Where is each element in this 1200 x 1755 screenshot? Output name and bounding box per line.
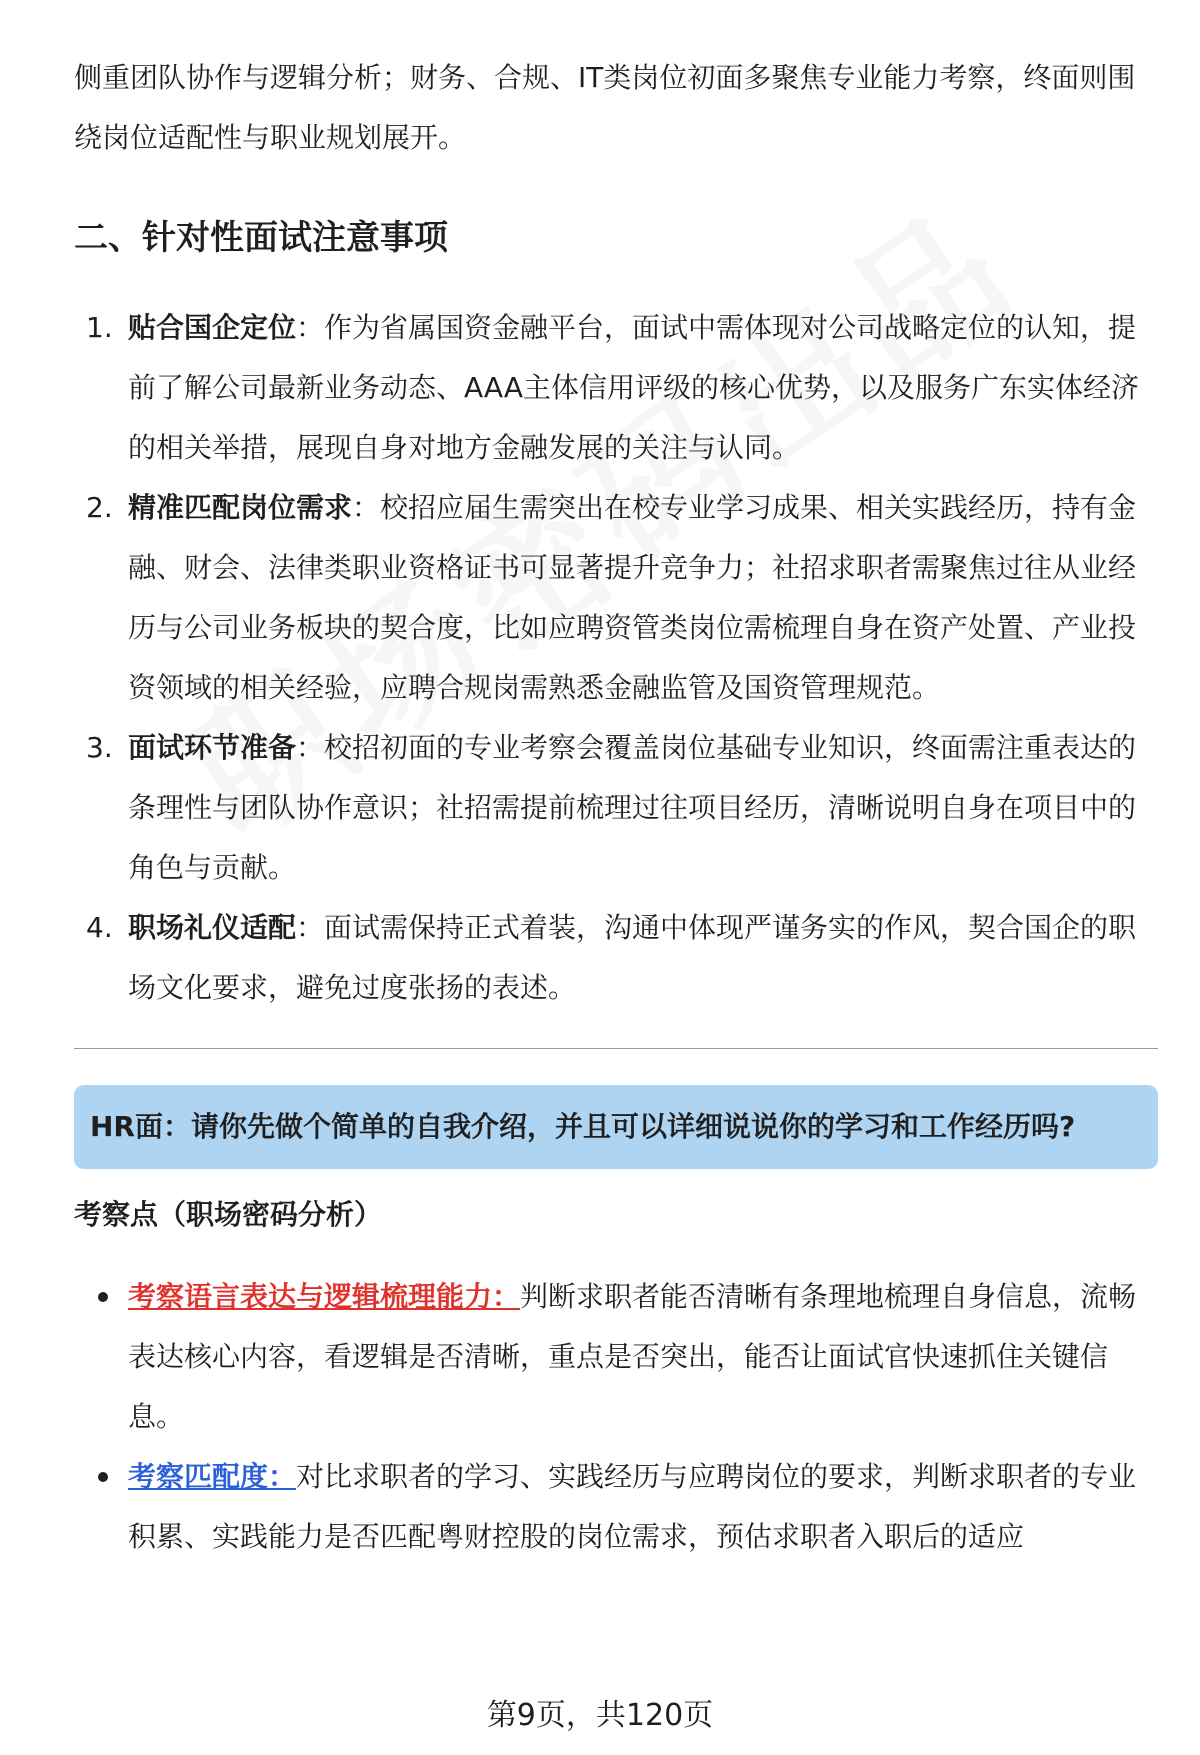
point-keyword: 考察匹配度：: [128, 1460, 297, 1493]
tip-number: 1.: [86, 311, 113, 344]
tip-text: ：校招应届生需突出在校专业学习成果、相关实践经历，持有金融、财会、法律类职业资格证书可显著提升竞争力；社招求职者需聚焦过往从业经历与公司业务板块的契合度，比如应聘资管类岗位需梳理自身在资产处置、产业投资领域的相关经验，应聘合规岗需熟悉金融监管及国资管理规范。: [128, 491, 1137, 704]
page-footer: 第9页，共120页: [486, 1698, 714, 1733]
divider: [74, 1048, 1158, 1049]
tip-title: 精准匹配岗位需求: [128, 491, 353, 524]
document-page: [74, 0, 1156, 1567]
tip-title: 贴合国企定位: [128, 311, 297, 344]
tip-item: [74, 478, 1156, 718]
tip-title: 职场礼仪适配: [128, 911, 297, 944]
tip-number: 3.: [86, 731, 113, 764]
intro-paragraph: 侧重团队协作与逻辑分析；财务、合规、IT类岗位初面多聚焦专业能力考察，终面则围绕岗位适配性与职业规划展开。: [74, 61, 1136, 154]
analysis-heading: 考察点（职场密码分析）: [74, 1198, 383, 1231]
tip-item: [74, 898, 1156, 1018]
tip-item: [74, 298, 1156, 478]
analysis-points-list: [74, 1267, 1156, 1567]
section-heading: 二、针对性面试注意事项: [74, 218, 448, 258]
tip-number: 2.: [86, 491, 113, 524]
point-keyword: 考察语言表达与逻辑梳理能力：: [128, 1280, 521, 1313]
bullet-dot: [98, 1292, 108, 1302]
tip-title: 面试环节准备: [128, 731, 297, 764]
point-text: 判断求职者能否清晰有条理地梳理自身信息，流畅表达核心内容，看逻辑是否清晰，重点是否突出，能否让面试官快速抓住关键信息。: [128, 1280, 1137, 1433]
tip-item: [74, 718, 1156, 898]
bullet-dot: [98, 1472, 108, 1482]
tips-list: [74, 298, 1156, 1018]
tip-text: ：校招初面的专业考察会覆盖岗位基础专业知识，终面需注重表达的条理性与团队协作意识；社招需提前梳理过往项目经历，清晰说明自身在项目中的角色与贡献。: [128, 731, 1137, 884]
tip-number: 4.: [86, 911, 113, 944]
hr-question-box: HR面：请你先做个简单的自我介绍，并且可以详细说说你的学习和工作经历吗?: [74, 1085, 1158, 1169]
analysis-point: [74, 1447, 1156, 1567]
analysis-point: [74, 1267, 1156, 1447]
point-text: 对比求职者的学习、实践经历与应聘岗位的要求，判断求职者的专业积累、实践能力是否匹配粤财控股的岗位需求，预估求职者入职后的适应: [128, 1460, 1137, 1553]
tip-text: ：作为省属国资金融平台，面试中需体现对公司战略定位的认知，提前了解公司最新业务动态、AAA主体信用评级的核心优势，以及服务广东实体经济的相关举措，展现自身对地方金融发展的关注与认同。: [128, 311, 1140, 464]
tip-text: ：面试需保持正式着装，沟通中体现严谨务实的作风，契合国企的职场文化要求，避免过度张扬的表述。: [128, 911, 1137, 1004]
